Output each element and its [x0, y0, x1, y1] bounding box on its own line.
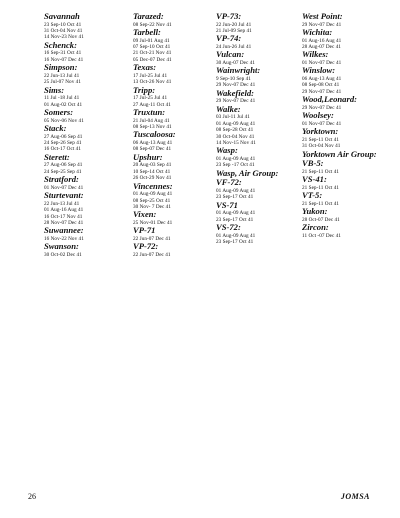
date-range: 30 Nov- 7 Dec 41	[133, 204, 171, 211]
ship-name: Schenck:	[44, 39, 77, 50]
date-range: 23 Sep-17 Oct 41	[216, 239, 254, 246]
ship-entry	[216, 89, 302, 105]
page-footer	[0, 492, 400, 504]
ship-name: Savannah	[44, 11, 80, 21]
date-range: 16 Oct-17 Oct 41	[44, 146, 81, 153]
date-range: 01 Nov-07 Dec 41	[302, 120, 342, 127]
ship-name: Simpson:	[44, 62, 78, 73]
date-range: 08 Sep-25 Oct 41	[133, 197, 171, 204]
date-range: 23 Sep-10 Oct 41	[44, 21, 82, 28]
date-range: 22 Jun-20 Jul 41	[216, 21, 252, 28]
date-range: 30 Oct-02 Dec 41	[44, 252, 82, 259]
ship-entry	[44, 175, 130, 191]
date-range: 21 Sep-11 Oct 41	[302, 136, 340, 143]
ship-entry	[44, 191, 130, 226]
page-number: 26	[28, 492, 36, 501]
ship-entry	[44, 226, 130, 242]
date-range: 01 Aug-02 Oct 41	[44, 101, 83, 108]
date-range: 23 Sep-17 Oct 41	[216, 216, 254, 223]
column-2	[133, 12, 219, 258]
date-range: 01 Aug-09 Aug 41	[133, 191, 173, 198]
date-range: 24 Sep-25 Sep 41	[44, 168, 82, 175]
date-range: 08 Sep-13 Nov 41	[133, 124, 172, 131]
date-range: 22 Jun-13 Jul 41	[44, 200, 80, 207]
ship-name: West Point:	[302, 11, 343, 21]
ship-name: Tuscaloosa:	[133, 129, 176, 140]
ship-entry	[302, 223, 388, 239]
date-range: 27 Aug-06 Sep 41	[44, 162, 83, 169]
ship-entry	[44, 63, 130, 85]
date-range: 11 Oct -07 Dec 41	[302, 232, 341, 239]
date-range: 29 Nov-07 Dec 41	[302, 21, 342, 28]
date-range: 22 Jun-07 Dec 41	[133, 252, 171, 259]
date-range: 01 Aug-09 Aug 41	[216, 120, 256, 127]
date-range: 21 Sep-11 Oct 41	[302, 168, 340, 175]
date-range: 31 Oct-04 Nov 41	[44, 28, 83, 34]
column-4	[302, 12, 388, 239]
ship-entry	[302, 66, 388, 95]
date-range: 29 Nov-07 Dec 41	[302, 104, 342, 111]
column-3	[216, 12, 302, 246]
ship-name: Swanson:	[44, 241, 79, 252]
ship-entry	[302, 50, 388, 66]
date-range: 26 Oct-29 Nov 41	[133, 175, 172, 182]
date-range: 27 Aug-11 Oct 41	[133, 101, 171, 108]
date-range: 24 Jun-26 Jul 41	[216, 44, 252, 50]
ship-name: Wainwright:	[216, 65, 261, 76]
date-range: 21 Jul-09 Sep 41	[216, 28, 252, 34]
ship-entry	[133, 28, 219, 63]
ship-entry	[302, 12, 388, 28]
ship-name: Sims:	[44, 84, 65, 95]
date-range: 05 Nov-06 Nov 41	[44, 117, 84, 124]
ship-entry	[133, 226, 219, 242]
ship-name: VT-5:	[302, 190, 323, 201]
date-range: 11 Jul -18 Jul 41	[44, 95, 80, 102]
ship-entry	[44, 12, 130, 41]
ship-entry	[133, 210, 219, 226]
ship-entry	[216, 50, 302, 66]
ship-name: Zircon:	[302, 222, 329, 233]
ship-name: Woolsey:	[302, 110, 334, 121]
ship-name: VB-5:	[302, 158, 324, 169]
date-range: 23 Sep -17 Oct 41	[216, 162, 255, 169]
ship-name: Somers:	[44, 107, 74, 118]
ship-entry	[302, 111, 388, 127]
ship-name: VP-72:	[133, 241, 159, 252]
date-range: 29 Nov-07 Dec 41	[216, 98, 256, 105]
ship-entry	[302, 127, 388, 149]
ship-entry	[44, 153, 130, 175]
ship-entry	[216, 105, 302, 147]
date-range: 01 Aug-09 Aug 41	[216, 188, 256, 195]
ship-entry	[133, 130, 219, 152]
ship-entry	[216, 223, 302, 245]
date-range: 01 Aug-09 Aug 41	[216, 232, 256, 239]
ship-entry	[133, 63, 219, 85]
ship-name: VP-74:	[216, 33, 242, 44]
date-range: 21 Oct-21 Nov 41	[133, 50, 172, 57]
date-range: 14 Nov-15 Nov 41	[216, 140, 256, 147]
ship-name: Texas:	[133, 62, 157, 73]
date-range: 24 Sep-26 Sep 41	[44, 140, 82, 147]
ship-name: Wichita:	[302, 27, 333, 37]
ship-name: Wilkes:	[302, 49, 329, 60]
ship-entry	[133, 108, 219, 130]
date-range: 08 Sep-08 Oct 41	[302, 82, 340, 89]
date-range: 17 Jul-25 Jul 41	[133, 95, 168, 102]
ship-entry	[302, 28, 388, 50]
date-range: 06 Aug-13 Aug 41	[133, 140, 173, 147]
ship-name: Yorktown:	[302, 126, 339, 137]
ship-name: VP-71	[133, 225, 156, 236]
ship-entry	[302, 175, 388, 191]
ship-name: Wasp, Air Group:	[216, 167, 279, 178]
date-range: 14 Nov-23 Nov 41	[44, 34, 84, 41]
date-range: 9 Sep-10 Sep 41	[216, 76, 251, 82]
ship-name: Stack:	[44, 123, 67, 134]
ship-entry	[133, 182, 219, 211]
ship-name: VF-72:	[216, 177, 242, 188]
ship-name: Tarbell:	[133, 27, 161, 37]
column-1	[44, 12, 130, 258]
ship-name: Yorktown Air Group:	[302, 148, 377, 159]
ship-entry	[216, 178, 302, 200]
date-range: 06 Aug-13 Aug 41	[302, 76, 342, 82]
date-range: 01 Nov-07 Dec 41	[302, 60, 342, 66]
date-range: 27 Aug-06 Sep 41	[44, 133, 83, 140]
ship-name: Sterett:	[44, 151, 70, 162]
ship-name: Wakefield:	[216, 87, 255, 98]
date-range: 20 Aug-03 Sep 41	[133, 162, 172, 169]
ship-entry	[216, 12, 302, 34]
date-range: 08 Sep-07 Dec 41	[133, 146, 172, 153]
date-range: 23 Sep-17 Oct 41	[216, 194, 254, 201]
ship-name: VS-71	[216, 199, 238, 210]
date-range: 01 Aug-16 Aug 41	[302, 37, 342, 44]
ship-entry	[133, 86, 219, 108]
date-range: 30 Oct-04 Nov 41	[216, 133, 255, 140]
ship-name: Stratford:	[44, 174, 79, 185]
ship-name: VS-41:	[302, 174, 327, 185]
ship-entry	[216, 146, 302, 168]
date-range: 29 Nov-07 Dec 41	[302, 88, 342, 95]
ship-entry	[216, 66, 302, 88]
ship-entry	[216, 34, 302, 50]
ship-entry	[133, 242, 219, 258]
ship-name: Tripp:	[133, 84, 156, 95]
date-range: 16 Nov-07 Dec 41	[44, 56, 84, 63]
date-range: 01 Aug-09 Aug 41	[216, 210, 256, 217]
date-range: 03 Jul-11 Jul 41	[216, 114, 250, 121]
ship-name: Truxtun:	[133, 107, 166, 118]
ship-entry	[302, 95, 388, 111]
date-range: 16 Nov-22 Nov 41	[44, 236, 84, 243]
date-range: 28 Oct-07 Dec 41	[302, 216, 340, 223]
date-range: 25 Nov-01 Dec 41	[133, 220, 173, 227]
ship-name: Vulcan:	[216, 49, 245, 60]
ship-entry	[44, 86, 130, 108]
ship-name: Upshur:	[133, 151, 163, 162]
ship-name: Winslow:	[302, 65, 336, 76]
ship-name: VS-72:	[216, 222, 241, 233]
date-range: 31 Oct-04 Nov 41	[302, 143, 341, 150]
date-range: 16 Oct-17 Nov 41	[44, 213, 83, 220]
date-range: 01 Aug-09 Aug 41	[216, 156, 256, 163]
ship-name: Yukon:	[302, 206, 328, 217]
ship-entry	[302, 207, 388, 223]
ship-name: Vixen:	[133, 209, 157, 220]
date-range: 13 Oct-26 Nov 41	[133, 79, 172, 86]
date-range: 29 Nov-07 Dec 41	[216, 82, 256, 89]
date-range: 28 Aug-07 Dec 41	[302, 44, 341, 50]
ship-entry	[302, 191, 388, 207]
date-range: 05 Dec-07 Dec 41	[133, 56, 172, 63]
ship-entry	[133, 12, 219, 28]
ship-entry	[44, 41, 130, 63]
date-range: 01 Aug-16 Aug 41	[44, 207, 84, 214]
date-range: 16 Sep-31 Oct 41	[44, 50, 82, 57]
ship-name: VP-73:	[216, 11, 242, 21]
date-range: 07 Sep-10 Oct 41	[133, 44, 171, 50]
date-range: 08 Sep-22 Nov 41	[133, 21, 172, 28]
ship-entry	[133, 153, 219, 182]
ship-entry	[44, 108, 130, 124]
date-range: 01 Nov-07 Dec 41	[44, 184, 84, 191]
ship-name: Wood,Leonard:	[302, 94, 357, 105]
date-range: 17 Jul-25 Jul 41	[133, 72, 168, 79]
date-range: 10 Sep-14 Oct 41	[133, 168, 171, 175]
ship-name: Walke:	[216, 103, 241, 114]
date-range: 22 Jun-07 Dec 41	[133, 236, 171, 243]
ship-entry	[44, 242, 130, 258]
ship-entry	[216, 201, 302, 223]
date-range: 09 Jul-01 Aug 41	[133, 37, 170, 44]
date-range: 25 Jul-07 Nov 41	[44, 79, 81, 86]
date-range: 30 Aug-07 Dec 41	[216, 60, 255, 66]
ship-name: Tarazed:	[133, 11, 164, 21]
ship-entry	[44, 124, 130, 153]
date-range: 08 Sep-28 Oct 41	[216, 127, 254, 134]
ship-entry	[302, 159, 388, 175]
date-range: 22 Jun-13 Jul 41	[44, 72, 80, 79]
journal-name: JOMSA	[340, 492, 370, 501]
ship-name: Wasp:	[216, 145, 238, 156]
ship-name: Vincennes:	[133, 180, 173, 191]
date-range: 28 Nov-07 Dec 41	[44, 220, 84, 227]
date-range: 21 Jul-04 Aug 41	[133, 117, 170, 124]
ship-name: Sturtevant:	[44, 190, 84, 201]
date-range: 21 Sep-11 Oct 41	[302, 184, 340, 191]
date-range: 21 Sep-11 Oct 41	[302, 200, 340, 207]
ship-name: Suwannee:	[44, 225, 84, 236]
